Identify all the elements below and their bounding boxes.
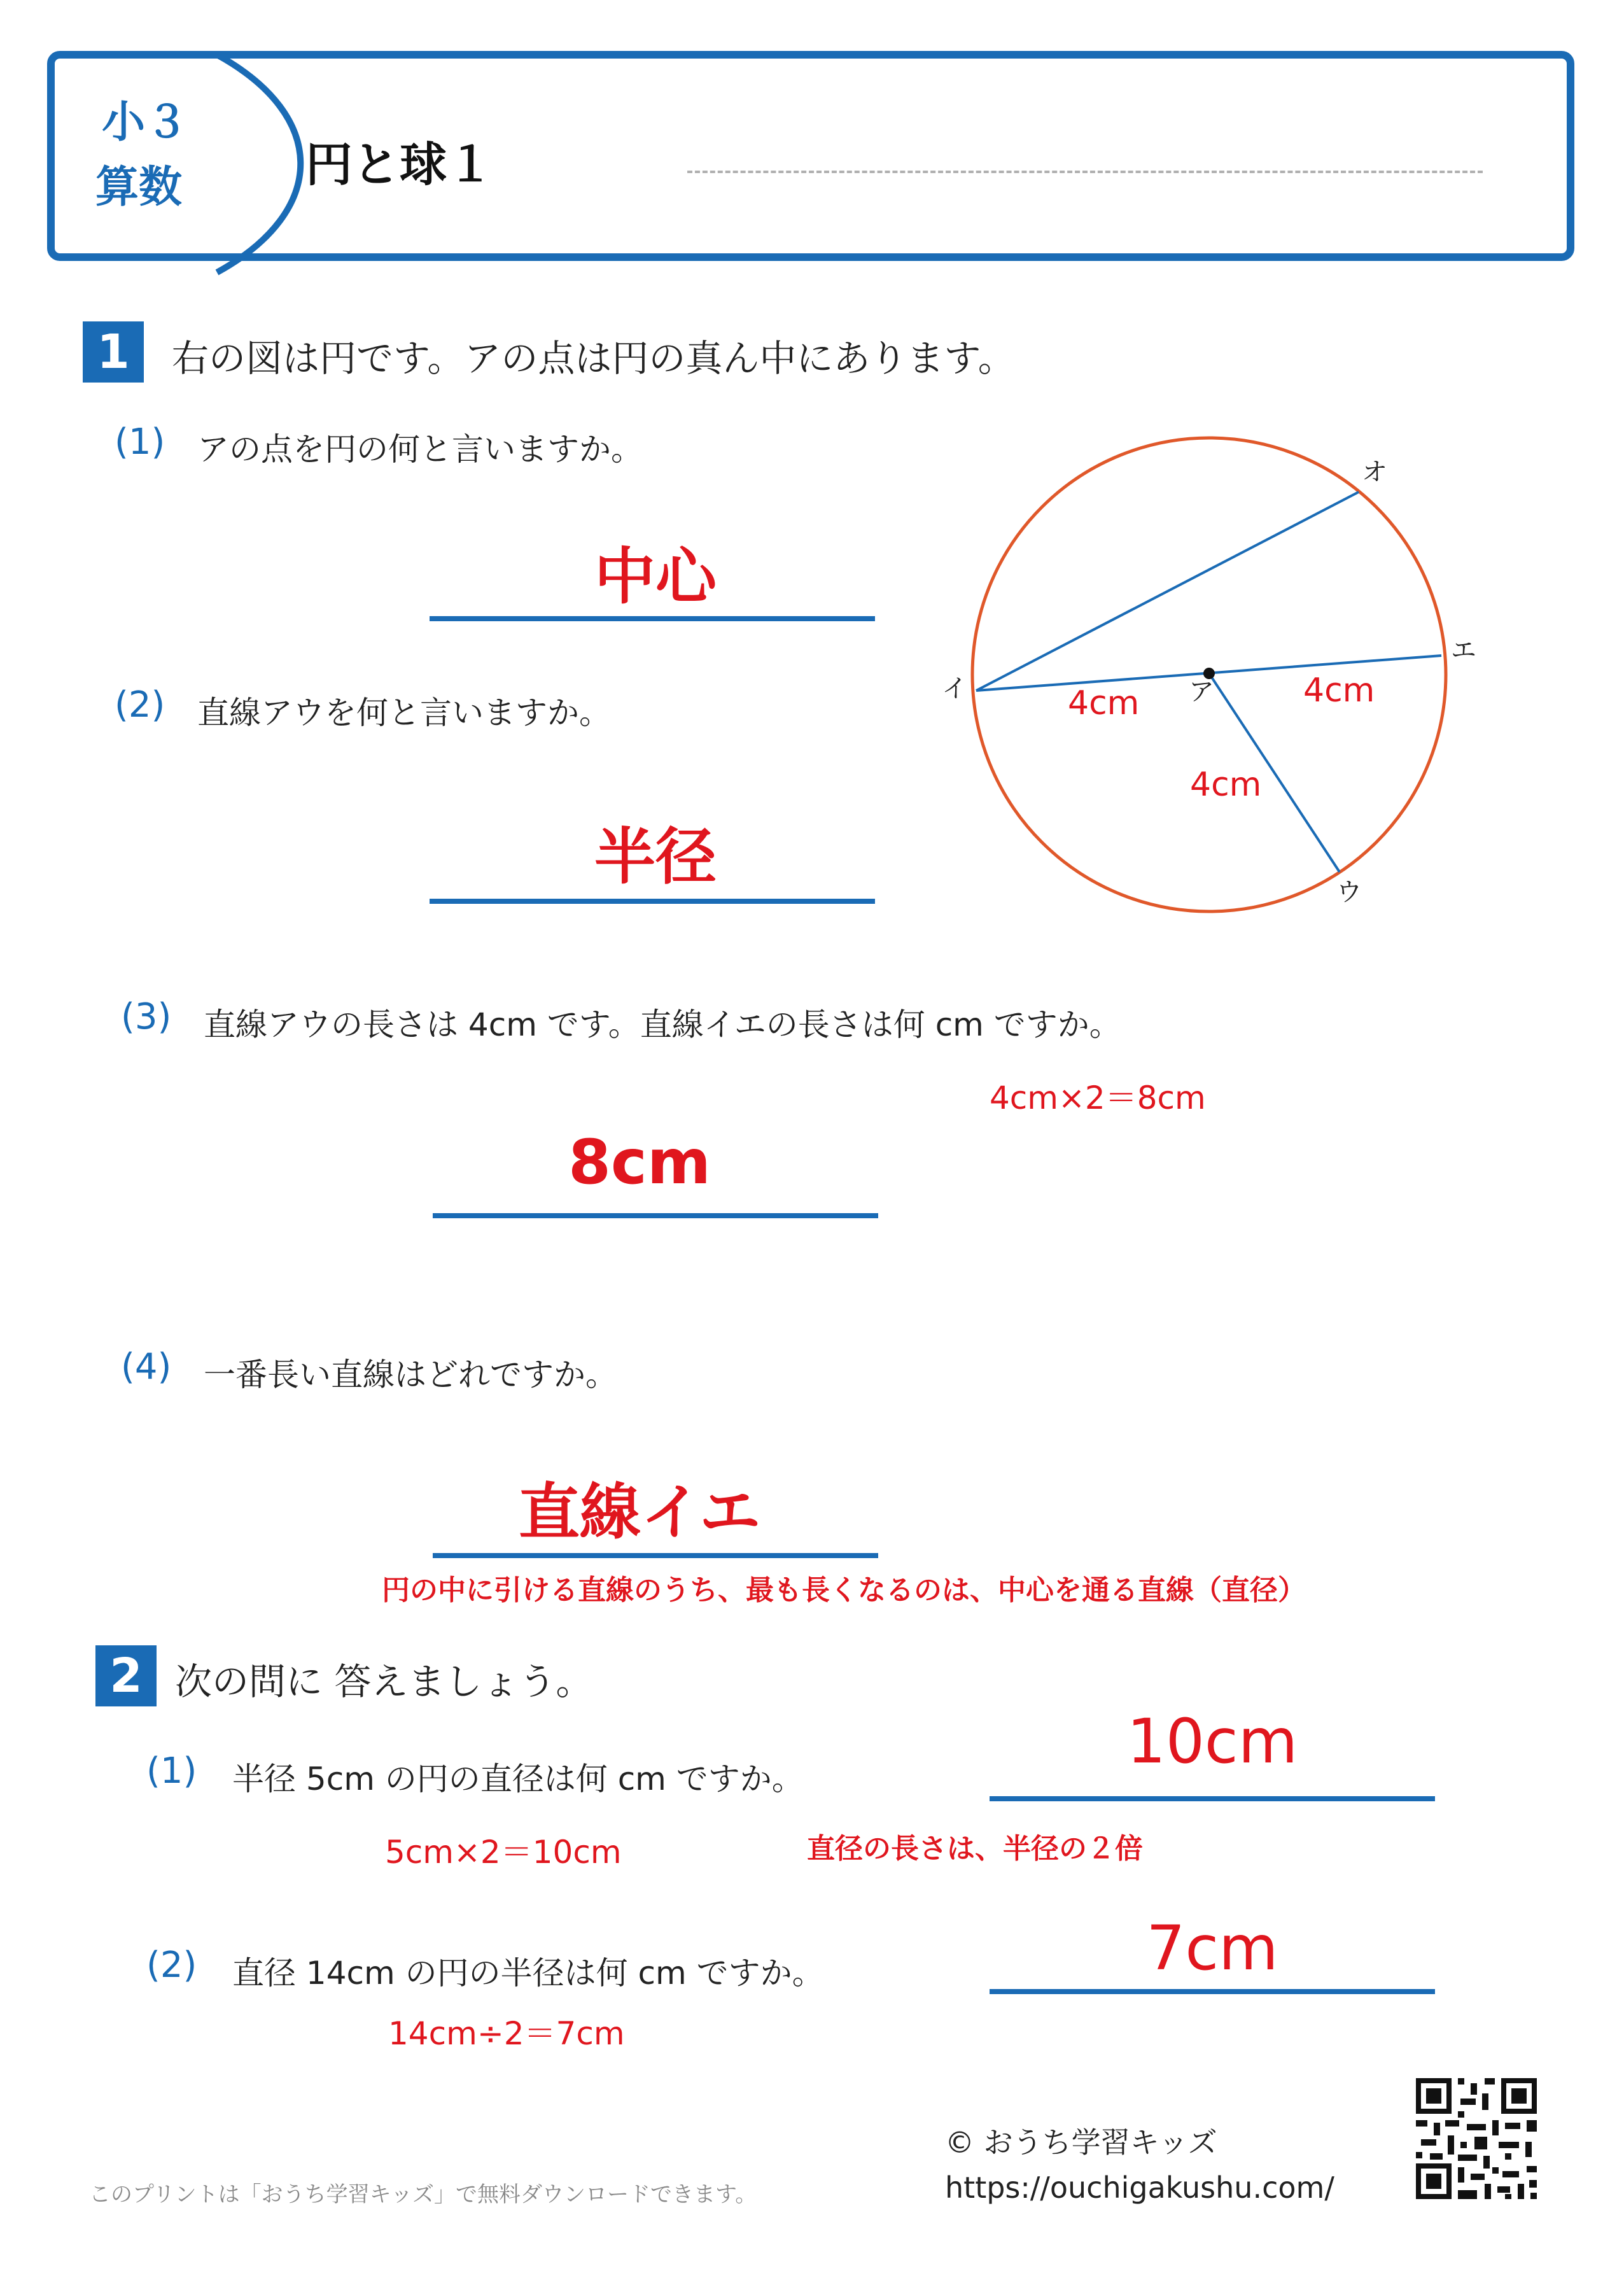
- s1-q2-number: (2): [115, 684, 165, 726]
- s2-q2-answer: 7cm: [1146, 1913, 1278, 1984]
- s1-q3-answer: 8cm: [568, 1127, 711, 1198]
- s2-q1-number: (1): [146, 1750, 197, 1792]
- s2-q1-answer-line: [990, 1796, 1435, 1801]
- s1-q1-answer: 中心: [594, 541, 717, 612]
- section-2-badge: 2: [95, 1645, 157, 1706]
- s1-q1-answer-line: [430, 616, 875, 621]
- s1-q4-text: 一番長い直線はどれですか。: [204, 1356, 617, 1393]
- footer-copyright: © おうち学習キッズ: [945, 2125, 1217, 2160]
- s1-q4-answer-line: [433, 1553, 878, 1558]
- s1-q4-explanation: 円の中に引ける直線のうち、最も長くなるのは、中心を通る直線（直径）: [382, 1574, 1306, 1607]
- s1-q3-work: 4cm×2＝8cm: [990, 1079, 1206, 1116]
- s1-q1-text: アの点を円の何と言いますか。: [197, 431, 643, 468]
- s1-q2-answer: 半径: [594, 821, 717, 892]
- grade-label: 小３: [102, 97, 189, 148]
- footer-url-link[interactable]: https://ouchigakushu.com/: [945, 2170, 1334, 2205]
- point-label-u: ウ: [1336, 878, 1362, 907]
- s2-q2-work: 14cm÷2＝7cm: [388, 2015, 625, 2052]
- s1-q3-answer-line: [433, 1213, 878, 1218]
- point-label-i: イ: [942, 674, 967, 703]
- s1-q2-text: 直線アウを何と言いますか。: [197, 694, 611, 731]
- header-divider-arc: [55, 59, 1582, 269]
- s1-q3-text: 直線アウの長さは 4cm です。直線イエの長さは何 cm ですか。: [204, 1006, 1121, 1043]
- s2-q2-text: 直径 14cm の円の半径は何 cm ですか。: [232, 1955, 824, 1992]
- length-label-au: 4cm: [1190, 766, 1262, 804]
- point-label-e: エ: [1451, 636, 1476, 665]
- s1-q4-answer: 直線イエ: [518, 1477, 761, 1548]
- circle-figure: [942, 439, 1527, 923]
- s2-q2-number: (2): [146, 1944, 197, 1986]
- worksheet-header: [47, 51, 1574, 261]
- s1-q4-number: (4): [121, 1346, 172, 1388]
- s1-q1-number: (1): [115, 421, 165, 463]
- point-label-a: ア: [1189, 677, 1214, 707]
- s2-q1-answer: 10cm: [1126, 1706, 1298, 1777]
- length-label-ae: 4cm: [1303, 671, 1375, 710]
- length-label-ai: 4cm: [1068, 684, 1140, 722]
- name-write-line: [687, 171, 1483, 173]
- section-1-badge: 1: [83, 321, 144, 383]
- s2-q1-work: 5cm×2＝10cm: [385, 1834, 622, 1871]
- chord-i-o: [976, 492, 1359, 691]
- section-1-instruction: 右の図は円です。アの点は円の真ん中にあります。: [172, 337, 1015, 380]
- s1-q3-number: (3): [121, 996, 172, 1037]
- subject-label: 算数: [95, 162, 183, 213]
- s2-q2-answer-line: [990, 1989, 1435, 1994]
- section-2-instruction: 次の問に 答えましょう。: [175, 1660, 593, 1703]
- s2-q1-text: 半径 5cm の円の直径は何 cm ですか。: [232, 1761, 804, 1797]
- s2-q1-note: 直径の長さは、半径の２倍: [807, 1832, 1143, 1865]
- footer-download-note: このプリントは「おうち学習キッズ」で無料ダウンロードできます。: [89, 2182, 757, 2207]
- page-title: 円と球１: [305, 137, 494, 192]
- point-label-o: オ: [1362, 458, 1387, 487]
- s1-q2-answer-line: [430, 899, 875, 904]
- qr-code-icon[interactable]: [1416, 2078, 1537, 2199]
